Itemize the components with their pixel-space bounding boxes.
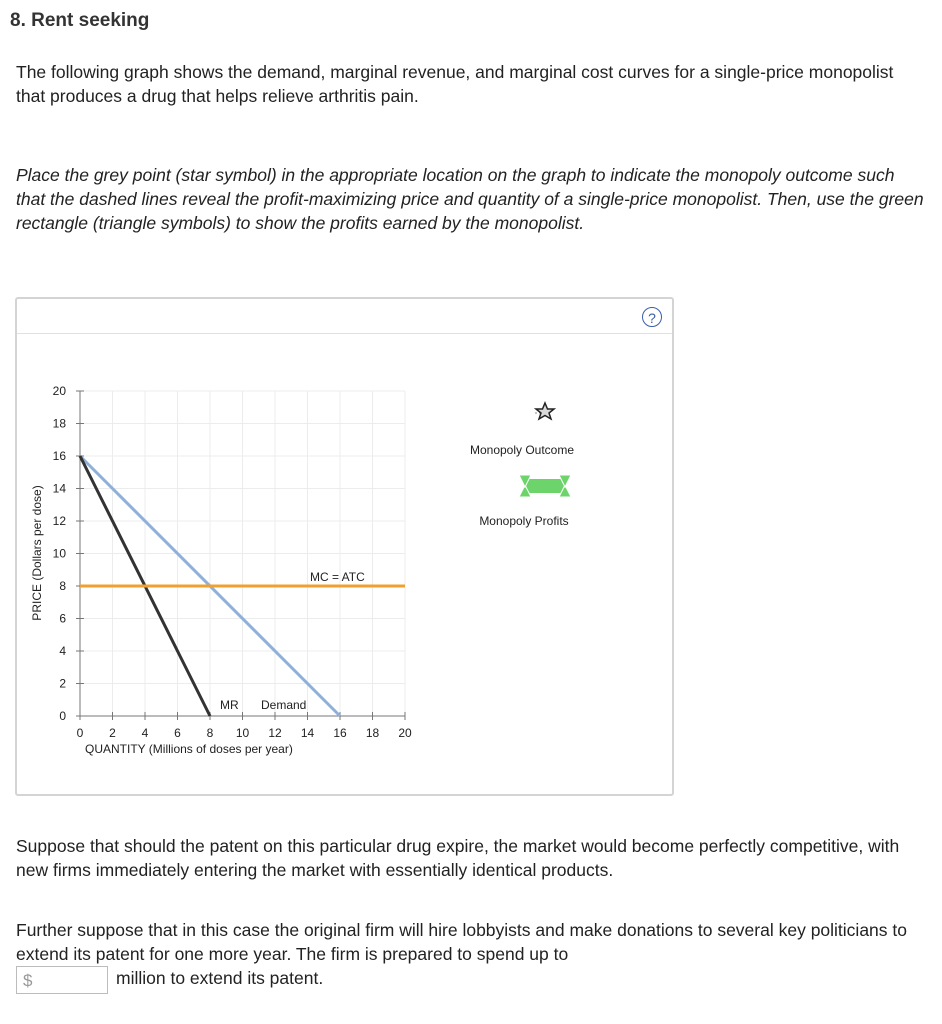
x-tick-label: 12 (268, 726, 282, 740)
y-tick-label: 20 (52, 384, 66, 398)
graph-canvas[interactable] (17, 333, 672, 794)
graph-panel-header (17, 299, 672, 334)
lobbying-prompt: Further suppose that in this case the original firm will hire lobbyists and make donations to several key politicians to extend its patent for one more year. The firm is prepared to spend up to (16, 920, 907, 964)
mr-curve-label: MR (220, 698, 239, 712)
x-tick-label: 4 (141, 726, 149, 740)
y-tick-label: 8 (59, 579, 66, 593)
y-axis-ticks (53, 384, 84, 723)
dollar-sign: $ (23, 971, 33, 990)
y-axis-title: PRICE (Dollars per dose) (30, 485, 44, 621)
y-tick-label: 0 (59, 709, 66, 723)
monopoly-profits-label: Monopoly Profits (479, 514, 569, 528)
profits-rectangle-icon[interactable] (525, 479, 565, 493)
monopoly-outcome-tool[interactable] (535, 403, 554, 419)
monopoly-outcome-label: Monopoly Outcome (469, 443, 575, 457)
x-tick-label: 16 (333, 726, 347, 740)
dollar-input-box[interactable] (16, 966, 108, 994)
y-tick-label: 6 (59, 611, 66, 626)
x-tick-label: 10 (235, 726, 250, 740)
x-tick-label: 2 (109, 726, 116, 740)
y-tick-label: 12 (52, 514, 66, 528)
y-tick-label: 10 (52, 546, 66, 561)
x-tick-label: 20 (398, 726, 412, 740)
x-tick-label: 8 (206, 726, 214, 740)
x-tick-label: 6 (174, 726, 181, 740)
help-icon[interactable]: ? (642, 307, 662, 327)
monopoly-profits-tool[interactable] (519, 475, 571, 497)
x-tick-label: 18 (365, 726, 380, 740)
y-tick-label: 4 (59, 644, 66, 658)
x-axis-title: QUANTITY (Millions of doses per year) (85, 742, 293, 756)
graph-panel (15, 297, 674, 796)
mc-atc-curve-label: MC = ATC (310, 570, 365, 584)
question-title: 8. Rent seeking (10, 10, 150, 31)
demand-curve-label: Demand (261, 698, 307, 712)
x-tick-label: 14 (300, 726, 315, 740)
amount-input[interactable] (39, 969, 109, 993)
scenario-text: Suppose that should the patent on this particular drug expire, the market would become perfectly competitive, with new firms immediately entering the market with essentially identical products. (16, 836, 900, 880)
intro-text: The following graph shows the demand, marginal revenue, and marginal cost curves for a single-price monopolist that produces a drug that helps relieve arthritis pain. (16, 62, 894, 106)
y-tick-label: 16 (52, 449, 66, 463)
answer-suffix: million to extend its patent. (116, 968, 324, 988)
instructions-text: Place the grey point (star symbol) in the appropriate location on the graph to indicate the monopoly outcome such that the dashed lines reveal the profit-maximizing price and quantity of a single-price monopolist. Then, use the green rectangle (triangle symbols) to show the profits earned by the monopolist. (16, 165, 924, 233)
y-tick-label: 18 (52, 416, 66, 431)
star-point-icon[interactable] (536, 403, 554, 419)
x-tick-label: 0 (76, 726, 84, 740)
y-tick-label: 2 (59, 676, 66, 691)
y-tick-label: 14 (52, 481, 66, 496)
